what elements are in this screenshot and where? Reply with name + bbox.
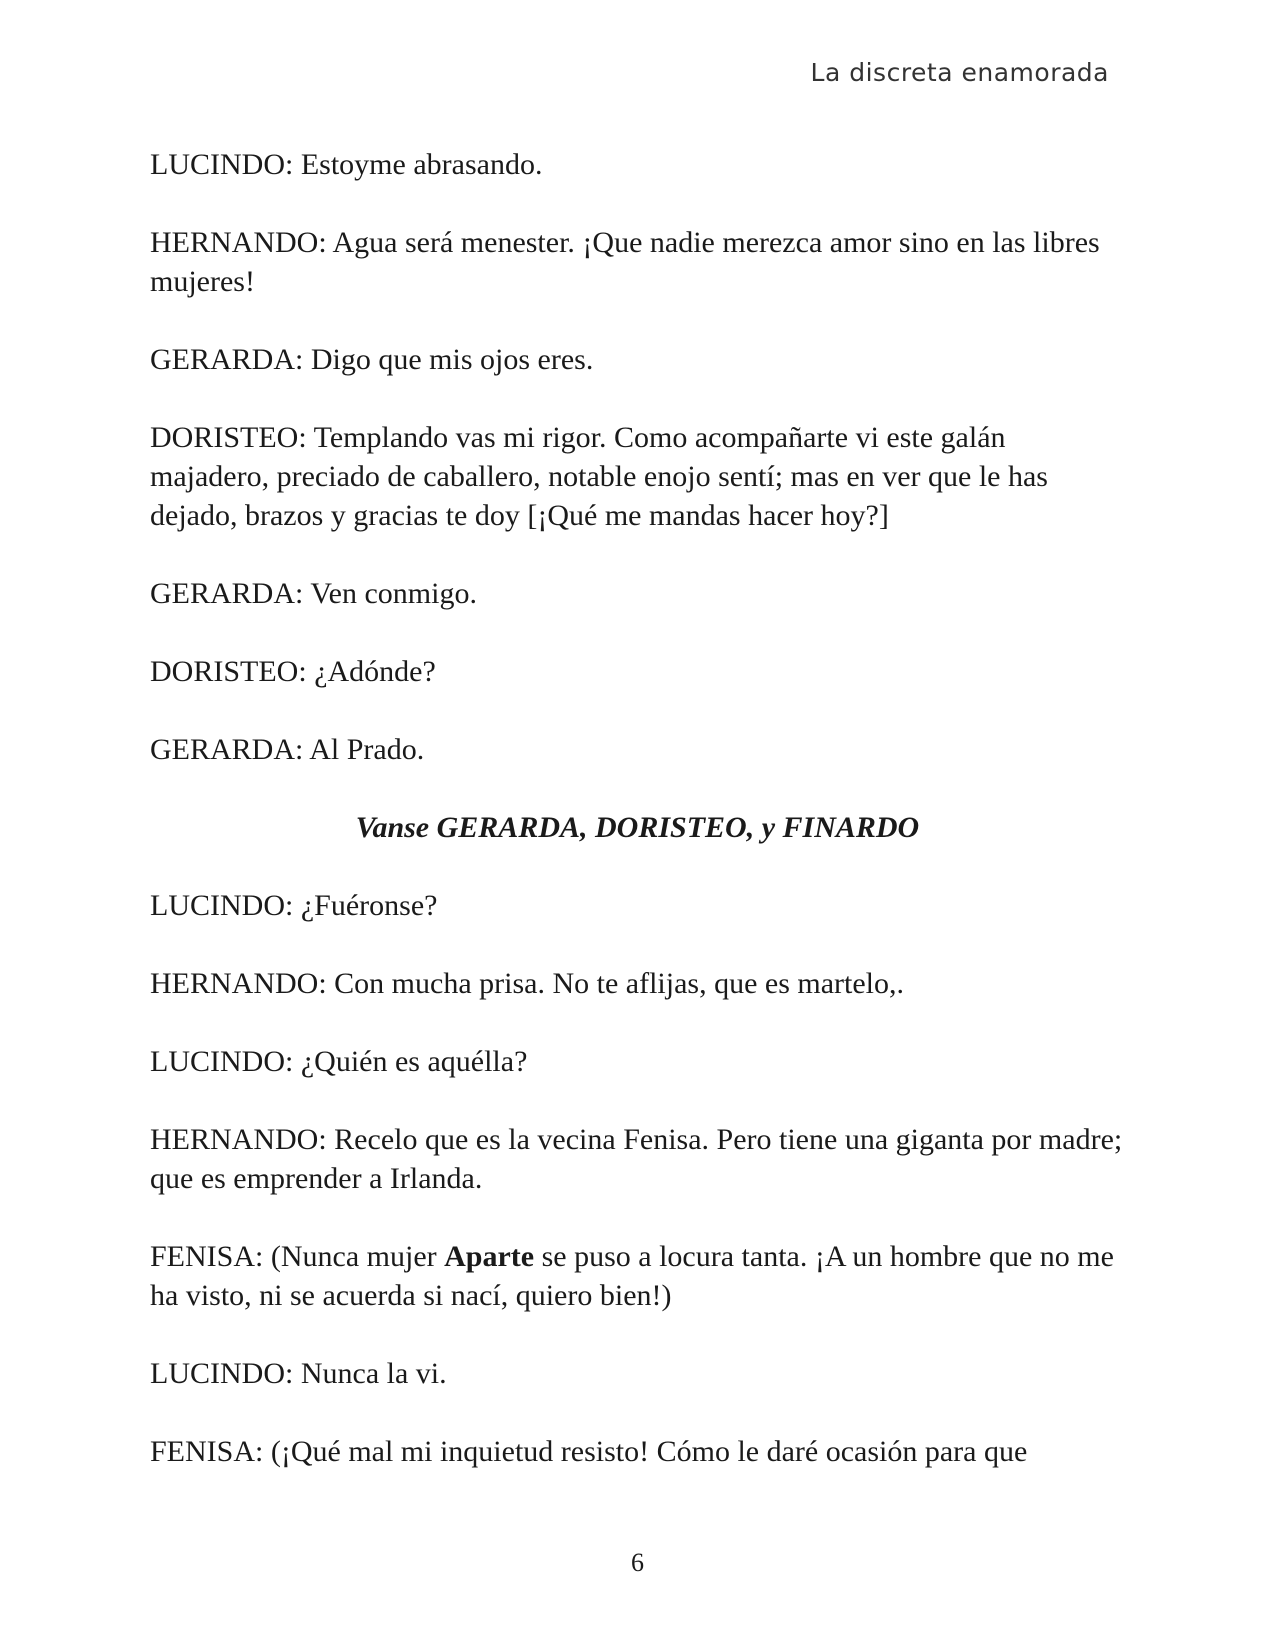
speech-text: Recelo que es la vecina Fenisa. Pero tiene una giganta por madre; que es emprender a Irlanda. xyxy=(150,1123,1123,1195)
speaker-name: FENISA xyxy=(150,1240,256,1273)
dialogue-line: HERNANDO: Agua será menester. ¡Que nadie merezca amor sino en las libres mujeres! xyxy=(150,226,1100,298)
speaker-name: GERARDA xyxy=(150,343,296,376)
speaker-name: LUCINDO xyxy=(150,889,285,922)
dialogue-line: LUCINDO: Nunca la vi. xyxy=(150,1357,447,1390)
speech-text: Templando vas mi rigor. Como acompañarte vi este galán majadero, preciado de caballero, notable enojo sentí; mas en ver que le has dejado, brazos y gracias te doy [¡Qué me mandas hacer hoy?] xyxy=(150,421,1048,532)
speech-text: Al Prado. xyxy=(309,733,425,766)
dialogue-line: GERARDA: Digo que mis ojos eres. xyxy=(150,343,594,376)
dialogue-line: DORISTEO: ¿Adónde? xyxy=(150,655,436,688)
speech-text: ¿Adónde? xyxy=(314,655,436,688)
speech-text-before: (Nunca mujer xyxy=(270,1240,445,1273)
stage-direction: Vanse GERARDA, DORISTEO, y FINARDO xyxy=(355,811,920,844)
speaker-name: HERNANDO xyxy=(150,967,319,1000)
dialogue-line: GERARDA: Al Prado. xyxy=(150,733,425,766)
speech-text: Digo que mis ojos eres. xyxy=(310,343,594,376)
speech-text: Nunca la vi. xyxy=(300,1357,447,1390)
speaker-name: DORISTEO xyxy=(150,421,299,454)
speaker-name: LUCINDO xyxy=(150,148,285,181)
speaker-name: LUCINDO xyxy=(150,1357,285,1390)
speech-text: ¿Quién es aquélla? xyxy=(300,1045,528,1078)
speech-text: (¡Qué mal mi inquietud resisto! Cómo le daré ocasión para que xyxy=(270,1435,1028,1468)
dialogue-line: LUCINDO: Estoyme abrasando. xyxy=(150,148,543,181)
speech-text: Agua será menester. ¡Que nadie merezca amor sino en las libres mujeres! xyxy=(150,226,1100,298)
speech-text: Con mucha prisa. No te aflijas, que es martelo,. xyxy=(334,967,905,1000)
running-header: La discreta enamorada xyxy=(810,58,1109,87)
speaker-name: FENISA xyxy=(150,1435,256,1468)
aside-marker: Aparte xyxy=(444,1240,535,1273)
dialogue-line: HERNANDO: Recelo que es la vecina Fenisa. Pero tiene una giganta por madre; que es emprender a Irlanda. xyxy=(150,1123,1123,1195)
speaker-name: LUCINDO xyxy=(150,1045,285,1078)
speaker-name: GERARDA xyxy=(150,577,296,610)
dialogue-line: GERARDA: Ven conmigo. xyxy=(150,577,477,610)
dialogue-line: HERNANDO: Con mucha prisa. No te aflijas, que es martelo,. xyxy=(150,967,905,1000)
speaker-name: GERARDA xyxy=(150,733,296,766)
page-number: 6 xyxy=(631,1548,644,1577)
speech-text: Estoyme abrasando. xyxy=(300,148,543,181)
dialogue-line: LUCINDO: ¿Fuéronse? xyxy=(150,889,438,922)
play-text xyxy=(150,145,1125,1510)
dialogue-line: FENISA: (¡Qué mal mi inquietud resisto! Cómo le daré ocasión para que xyxy=(150,1435,1028,1468)
speaker-name: DORISTEO xyxy=(150,655,299,688)
speech-text-after: se puso a locura tanta. ¡A un hombre que no me ha visto, ni se acuerda si nací, quiero bien!) xyxy=(150,1240,1114,1312)
speech-text: Ven conmigo. xyxy=(310,577,477,610)
speaker-name: HERNANDO xyxy=(150,1123,319,1156)
dialogue-line: FENISA: (Nunca mujer Aparte se puso a locura tanta. ¡A un hombre que no me ha visto, ni se acuerda si nací, quiero bien!) xyxy=(150,1240,1114,1312)
speaker-name: HERNANDO xyxy=(150,226,319,259)
dialogue-line: DORISTEO: Templando vas mi rigor. Como acompañarte vi este galán majadero, preciado de caballero, notable enojo sentí; mas en ver que le has dejado, brazos y gracias te doy [¡Qué me mandas hacer hoy?] xyxy=(150,421,1048,532)
speech-text: ¿Fuéronse? xyxy=(300,889,438,922)
dialogue-line: LUCINDO: ¿Quién es aquélla? xyxy=(150,1045,528,1078)
